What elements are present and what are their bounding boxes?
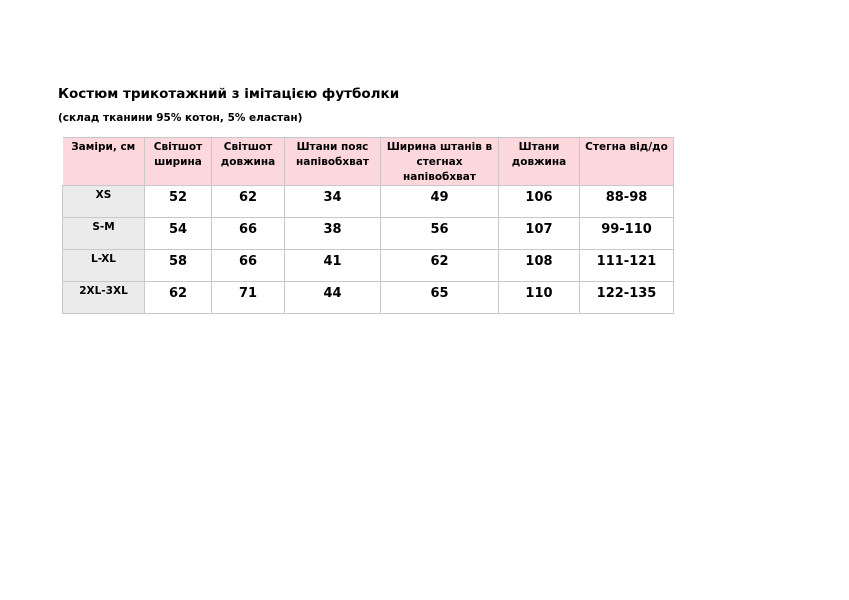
- table-cell: 54: [145, 218, 212, 250]
- size-chart-table: [62, 137, 674, 314]
- table-row: [63, 186, 674, 218]
- size-label: 2XL-3XL: [63, 282, 145, 314]
- table-cell: 62: [212, 186, 285, 218]
- table-cell: 58: [145, 250, 212, 282]
- table-cell: 62: [381, 250, 499, 282]
- table-cell: 56: [381, 218, 499, 250]
- table-cell: 49: [381, 186, 499, 218]
- table-cell: 66: [212, 250, 285, 282]
- header-pants-hip-width: Ширина штанів в стегнах напівобхват: [381, 138, 499, 186]
- table-cell: 110: [499, 282, 580, 314]
- document-title: Костюм трикотажний з імітацією футболки: [58, 86, 400, 102]
- header-hips-range: Стегна від/до: [580, 138, 674, 186]
- table-header-row: [63, 138, 674, 186]
- fabric-composition: (склад тканини 95% котон, 5% еластан): [58, 112, 303, 124]
- table-cell: 66: [212, 218, 285, 250]
- table-cell: 52: [145, 186, 212, 218]
- table-cell: 111-121: [580, 250, 674, 282]
- size-label: L-XL: [63, 250, 145, 282]
- header-sweatshirt-length: Світшот довжина: [212, 138, 285, 186]
- table-row: [63, 250, 674, 282]
- table-cell: 88-98: [580, 186, 674, 218]
- table-cell: 41: [285, 250, 381, 282]
- header-sweatshirt-width: Світшот ширина: [145, 138, 212, 186]
- table-cell: 99-110: [580, 218, 674, 250]
- size-label: XS: [63, 186, 145, 218]
- table-cell: 38: [285, 218, 381, 250]
- table-cell: 108: [499, 250, 580, 282]
- header-measurements: Заміри, см: [63, 138, 145, 186]
- table-cell: 34: [285, 186, 381, 218]
- table-cell: 44: [285, 282, 381, 314]
- table-cell: 71: [212, 282, 285, 314]
- table-row: [63, 282, 674, 314]
- table-row: [63, 218, 674, 250]
- table-cell: 122-135: [580, 282, 674, 314]
- size-label: S-M: [63, 218, 145, 250]
- header-pants-waist: Штани пояс напівобхват: [285, 138, 381, 186]
- table-cell: 62: [145, 282, 212, 314]
- table-cell: 107: [499, 218, 580, 250]
- table-cell: 65: [381, 282, 499, 314]
- header-pants-length: Штани довжина: [499, 138, 580, 186]
- table-cell: 106: [499, 186, 580, 218]
